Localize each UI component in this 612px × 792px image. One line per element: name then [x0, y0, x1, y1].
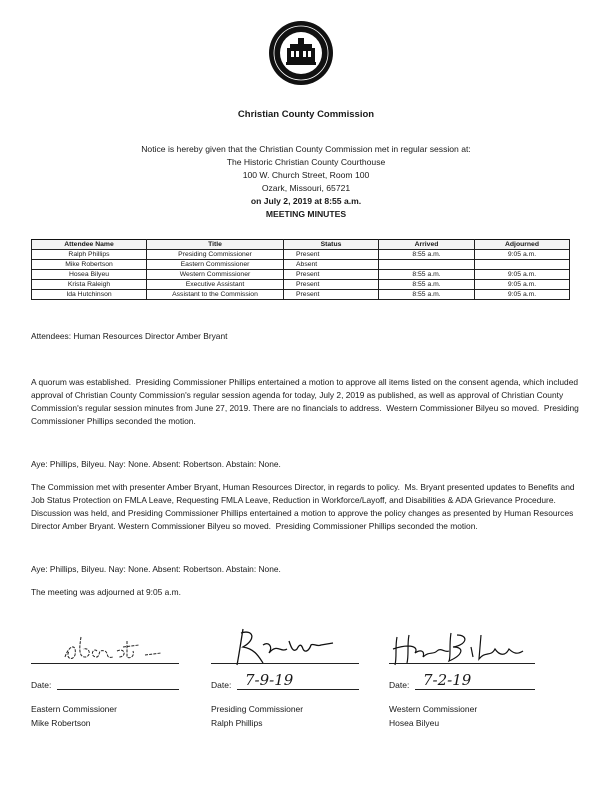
adjourned-time [475, 260, 570, 270]
attendance-header-row [32, 240, 570, 250]
table-row [32, 280, 570, 290]
column-header: Attendee Name [32, 240, 147, 250]
attendee-status: Present [284, 250, 379, 260]
attendee-name: Ida Hutchinson [32, 290, 147, 300]
attendance-table [31, 239, 570, 300]
attendees-line: Attendees: Human Resources Director Amber Bryant [31, 331, 228, 341]
notice-line: Notice is hereby given that the Christian County Commission met in regular session at: [141, 144, 471, 154]
column-header: Arrived [379, 240, 475, 250]
column-header: Status [284, 240, 379, 250]
paragraph-text: The Commission met with presenter Amber Bryant, Human Resources Director, in regards to policy. Ms. Bryant presented updates to Benefits and Job Status Protection on FMLA Leave, Requesting FMLA Leave, Reduction in Workforce/Layoff, and Disabilities & ADA Grievance Procedure. Discussion was held, and Presiding Commissioner Phillips entertained a motion to approve the policy changes as presented by Human Resources Director Amber Bryant. Western Commissioner Bilyeu so moved. Presiding Commissioner Phillips seconded the motion. [31, 482, 577, 532]
signature-line [211, 663, 359, 664]
vote-record-2: Aye: Phillips, Bilyeu. Nay: None. Absent: Robertson. Abstain: None. [31, 564, 281, 574]
attendee-title: Presiding Commissioner [147, 250, 284, 260]
signer-name: Mike Robertson [31, 718, 91, 728]
signer-role: Eastern Commissioner [31, 704, 117, 714]
attendee-status: Absent [284, 260, 379, 270]
table-row [32, 290, 570, 300]
meeting-notice [0, 143, 612, 221]
handwritten-signature-bilyeu [391, 627, 531, 667]
date-label: Date: [31, 680, 52, 690]
table-row [32, 270, 570, 280]
arrived-time: 8:55 a.m. [379, 280, 475, 290]
date-line [237, 689, 359, 690]
column-header: Title [147, 240, 284, 250]
arrived-time: 8:55 a.m. [379, 290, 475, 300]
attendee-status: Present [284, 280, 379, 290]
signer-name: Hosea Bilyeu [389, 718, 440, 728]
signature-block-eastern [31, 625, 191, 735]
handwritten-signature-absent [61, 629, 171, 663]
consent-agenda-paragraph [31, 376, 581, 428]
adjourned-time: 9:05 a.m. [475, 250, 570, 260]
attendee-status: Present [284, 290, 379, 300]
page-title: Christian County Commission [237, 109, 375, 120]
date-line [415, 689, 535, 690]
arrived-time: 8:55 a.m. [379, 250, 475, 260]
date-line [57, 689, 179, 690]
signature-block-presiding [211, 625, 371, 735]
date-value: 7-2-19 [423, 671, 472, 689]
arrived-time: 8:55 a.m. [379, 270, 475, 280]
date-line: on July 2, 2019 at 8:55 a.m. [250, 196, 362, 206]
attendee-title: Eastern Commissioner [147, 260, 284, 270]
county-seal-logo [268, 20, 334, 86]
signature-block-western [389, 625, 559, 735]
signature-line [31, 663, 179, 664]
signature-line [389, 663, 535, 664]
column-header: Adjourned [475, 240, 570, 250]
attendee-name: Krista Raleigh [32, 280, 147, 290]
city-line: Ozark, Missouri, 65721 [261, 183, 351, 193]
attendee-title: Assistant to the Commission [147, 290, 284, 300]
policy-paragraph [31, 481, 581, 533]
paragraph-text: A quorum was established. Presiding Commissioner Phillips entertained a motion to approve all items listed on the consent agenda, which included approval of Christian County Commission's regular session agenda for today, July 2, 2019 as published, as well as approval of Christian County Commission's regular session minutes from June 27, 2019. There are no financials to address. Western Commissioner Bilyeu so moved. Presiding Commissioner Phillips seconded the motion. [31, 377, 582, 427]
street-line: 100 W. Church Street, Room 100 [242, 170, 370, 180]
adjourned-time: 9:05 a.m. [475, 290, 570, 300]
vote-record-1: Aye: Phillips, Bilyeu. Nay: None. Absent: Robertson. Abstain: None. [31, 459, 281, 469]
attendee-name: Hosea Bilyeu [32, 270, 147, 280]
attendee-status: Present [284, 270, 379, 280]
attendee-name: Ralph Phillips [32, 250, 147, 260]
signer-name: Ralph Phillips [211, 718, 263, 728]
date-value: 7-9-19 [245, 671, 294, 689]
table-row [32, 250, 570, 260]
adjournment-line: The meeting was adjourned at 9:05 a.m. [31, 587, 181, 597]
table-row [32, 260, 570, 270]
adjourned-time: 9:05 a.m. [475, 270, 570, 280]
document-title: MEETING MINUTES [265, 209, 347, 219]
date-label: Date: [389, 680, 410, 690]
date-label: Date: [211, 680, 232, 690]
adjourned-time: 9:05 a.m. [475, 280, 570, 290]
signer-role: Western Commissioner [389, 704, 478, 714]
attendee-title: Executive Assistant [147, 280, 284, 290]
venue-line: The Historic Christian County Courthouse [226, 157, 386, 167]
arrived-time [379, 260, 475, 270]
attendee-title: Western Commissioner [147, 270, 284, 280]
attendee-name: Mike Robertson [32, 260, 147, 270]
handwritten-signature-phillips [233, 625, 343, 667]
signer-role: Presiding Commissioner [211, 704, 304, 714]
